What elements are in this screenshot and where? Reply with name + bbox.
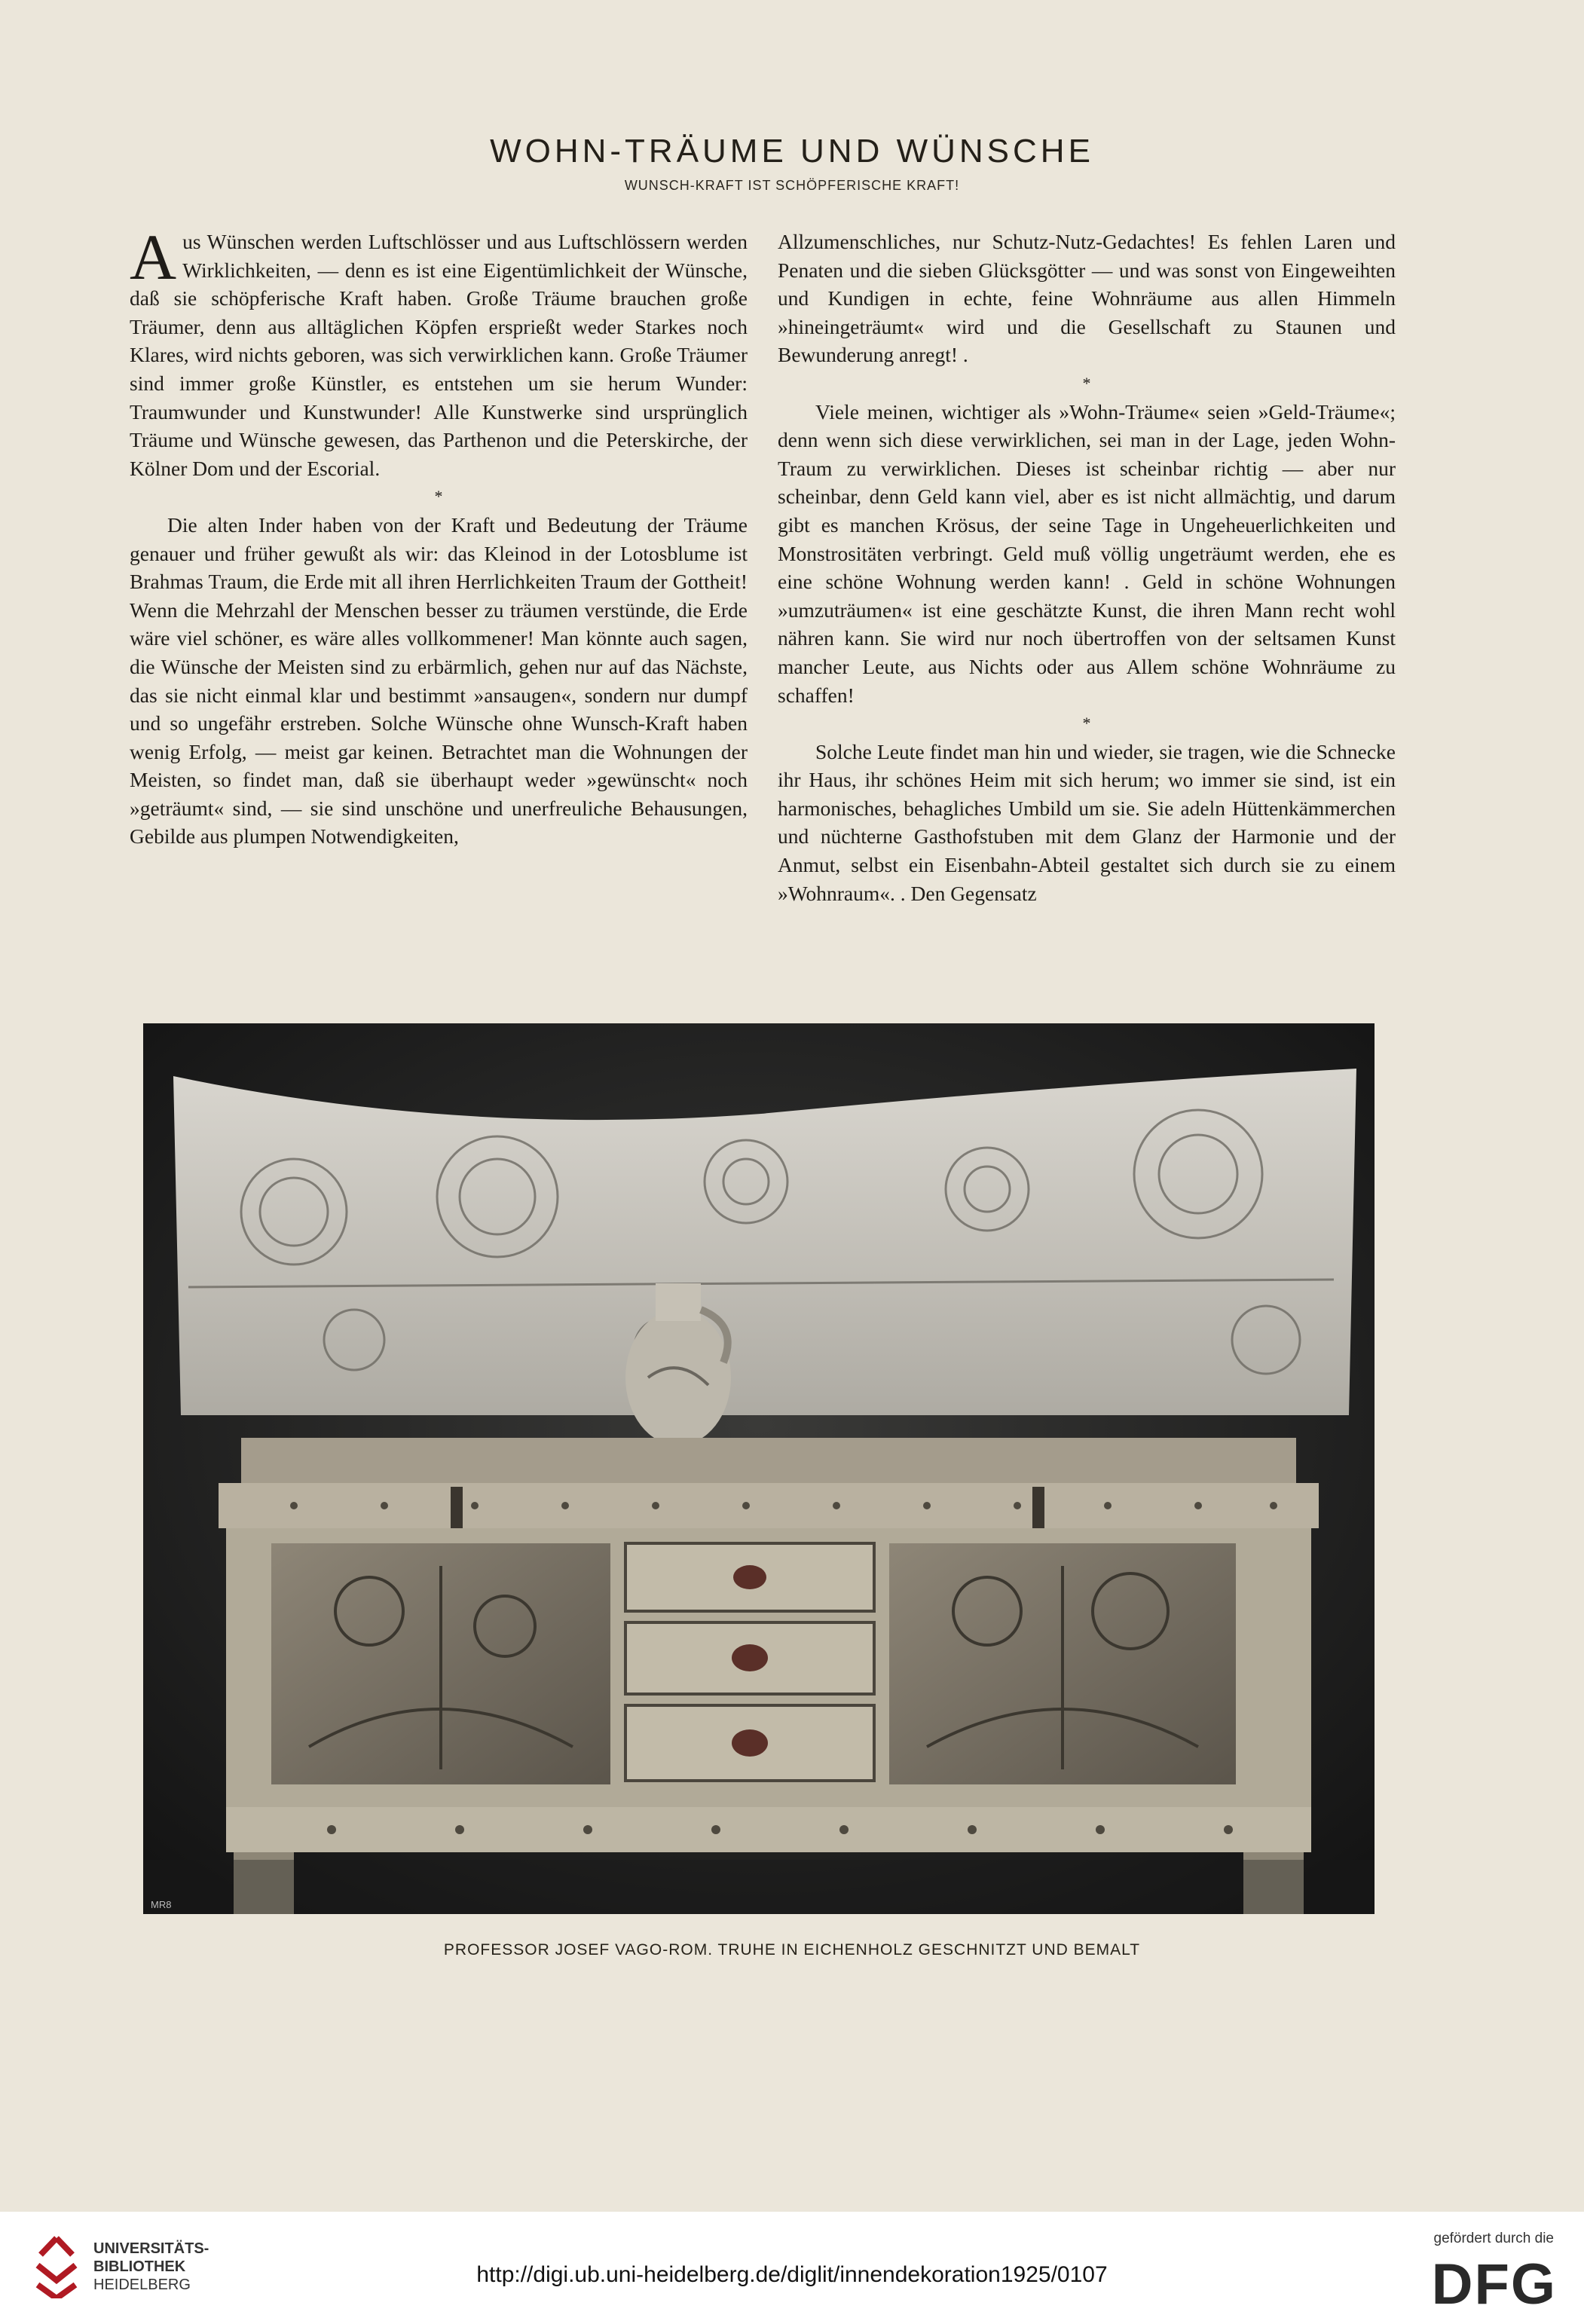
- section-divider-star: *: [434, 487, 443, 506]
- dfg-logo: DFG: [1431, 2252, 1557, 2316]
- paragraph: Viele meinen, wichtiger als »Wohn-Träume« seien »Geld-Träume«; denn wenn sich diese verwirklichen, sei man in der Lage, jeden Wohn-Traum zu verwirklichen. Dieses ist scheinbar richtig — aber nur scheinbar, denn Geld kann viel, aber es ist nicht allmächtig, und darum gibt es manchen Krösus, der seine Tage in Ungeheuerlichkeiten und Monstrositäten verbringt. Geld muß völlig ungeträumt werden, ehe es eine schöne Wohnung werden kann! . Geld in schöne Wohnungen »umzuträumen« ist eine geschätzte Kunst, die ihren Mann recht wohl nähren kann. Sie wird nur noch übertroffen von der seltsamen Kunst mancher Leute, aus Nichts oder aus Allem schöne Wohnräume zu schaffen!: [778, 399, 1396, 707]
- source-url-link[interactable]: http://digi.ub.uni-heidelberg.de/diglit/innendekoration1925/0107: [476, 2262, 1108, 2287]
- article-title: WOHN-TRÄUME UND WÜNSCHE: [490, 133, 1094, 170]
- paragraph: Die alten Inder haben von der Kraft und Bedeutung der Träume genauer und früher gewußt als wir: das Kleinod in der Lotosblume ist Brahmas Traum, die Erde mit all ihren Herrlichkeiten Traum der Gottheit! Wenn die Mehrzahl der Menschen besser zu träumen verstünde, die Erde wäre viel schöner, es wäre alles vollkommener! Man könnte auch sagen, die Wünsche der Meisten sind zu erbärmlich, gehen nur auf das Nächste, das sie nicht einmal klar und bestimmt »ansaugen«, sondern nur dumpf und so ungefähr erstreben. Solche Wünsche ohne Wunsch-Kraft haben wenig Erfolg, — meist gar keinen. Betrachtet man die Wohnungen der Meisten, so findet man, daß sie überhaupt weder »gewünscht« noch »geträumt« sind, — sie sind unschöne und unerfreuliche Behausungen, Gebilde aus plumpen Notwendigkeiten,: [130, 512, 748, 849]
- figure-caption: PROFESSOR JOSEF VAGO-ROM. TRUHE IN EICHENHOLZ GESCHNITZT UND BEMALT: [443, 1941, 1141, 1959]
- section-divider-star: *: [1082, 373, 1091, 393]
- text-column-right: [778, 228, 1396, 907]
- text-column-left: [130, 221, 748, 851]
- paragraph: Allzumenschliches, nur Schutz-Nutz-Gedachtes! Es fehlen Laren und Penaten und die sieben Glücksgötter — und was sonst von Eingeweihten und Kundigen in echte, feine Wohnräume aus allen Himmeln »hineingeträumt« wird und die Gesellschaft zu Staunen und Bewunderung anregt! .: [778, 230, 1396, 367]
- paragraph: Aus Wünschen werden Luftschlösser und aus Luftschlössern werden Wirklichkeiten, — denn es ist eine Eigentümlichkeit der Wünsche, daß sie schöpferische Kraft haben. Große Träume brauchen große Träumer, denn aus alltäglichen Köpfen ersprießt weder Starkes noch Klares, wird nichts geboren, was sich verwirklichen kann. Große Träumer sind immer große Künstler, es entstehen um sie herum Wunder: Traumwunder und Kunstwunder! Alle Kunstwerke sind ursprünglich Träume und Wünsche gewesen, das Parthenon und die Peterskirche, der Kölner Dom und der Escorial.: [130, 221, 748, 480]
- library-name: UNIVERSITÄTS- BIBLIOTHEK HEIDELBERG: [93, 2240, 209, 2293]
- paragraph: Solche Leute findet man hin und wieder, sie tragen, wie die Schnecke ihr Haus, ihr schönes Heim mit sich herum; wo immer sie sind, ist ein harmonisches, behagliches Umbild um sie. Sie adeln Hüttenkämmerchen und nüchterne Gasthofstuben mit dem Glanz der Harmonie und der Anmut, selbst ein Eisenbahn-Abteil gestaltet sich durch sie zu einem »Wohnraum«. . Den Gegensatz: [778, 739, 1396, 905]
- chest-photograph: [143, 1023, 1375, 1914]
- photo-mark: MR8: [151, 1899, 172, 1910]
- funding-note: gefördert durch die: [1433, 2231, 1554, 2246]
- article-subtitle: WUNSCH-KRAFT IST SCHÖPFERISCHE KRAFT!: [624, 178, 960, 193]
- section-divider-star: *: [1082, 714, 1091, 733]
- drop-cap: A: [130, 221, 177, 293]
